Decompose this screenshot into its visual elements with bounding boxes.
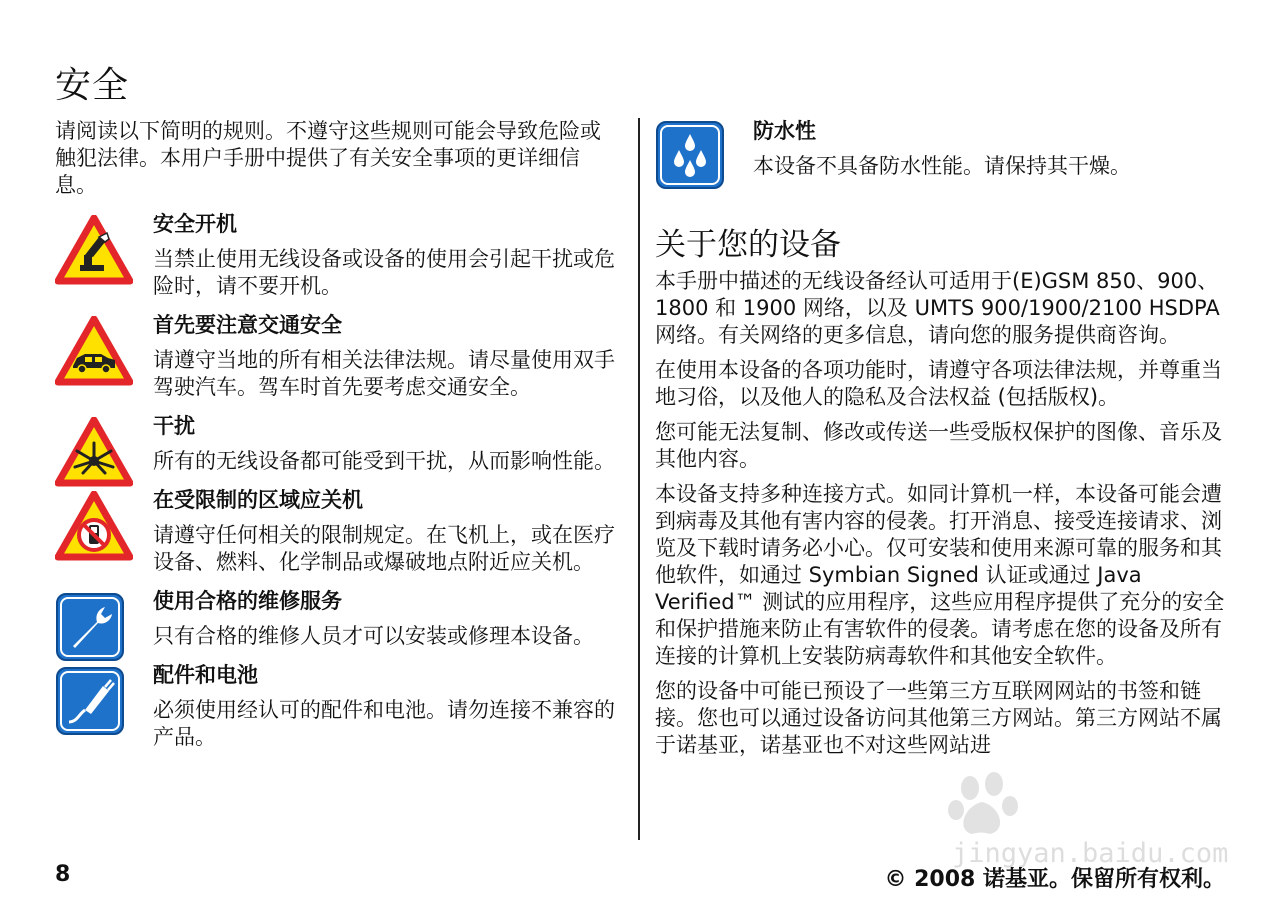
no-phone-prohibited-icon — [55, 491, 133, 561]
water-drops-icon — [655, 120, 725, 190]
item-body: 只有合格的维修人员才可以安装或修理本设备。 — [153, 624, 594, 648]
item-body: 当禁止使用无线设备或设备的使用会引起干扰或危险时，请不要开机。 — [153, 247, 615, 298]
wrench-service-icon — [55, 592, 133, 662]
paragraph-laws: 在使用本设备的各项功能时，请遵守各项法律法规，并尊重当地习俗，以及他人的隐私及合法权益 (包括版权)。 — [655, 358, 1222, 409]
item-heading: 使用合格的维修服务 — [153, 589, 342, 613]
page-number: 8 — [55, 862, 71, 887]
item-body: 请遵守当地的所有相关法律法规。请尽量使用双手驾驶汽车。驾车时首先要考虑交通安全。 — [153, 348, 615, 399]
item-heading: 干扰 — [153, 414, 195, 438]
item-heading: 安全开机 — [153, 212, 237, 236]
battery-enhancement-icon — [55, 666, 133, 736]
page-title: 安全 — [55, 65, 130, 106]
item-body: 所有的无线设备都可能受到干扰，从而影响性能。 — [153, 449, 615, 473]
safety-item-interference — [55, 413, 620, 475]
safety-item-water-resistance — [655, 118, 1227, 206]
safety-item-road-safety — [55, 312, 620, 401]
intro-paragraph: 请阅读以下简明的规则。不遵守这些规则可能会导致危险或触犯法律。本用户手册中提供了有关安全事项的更详细信息。 — [55, 119, 601, 197]
paragraph-connectivity: 本设备支持多种连接方式。如同计算机一样，本设备可能会遭到病毒及其他有害内容的侵袭。打开消息、接受连接请求、浏览及下载时请务必小心。仅可安装和使用来源可靠的服务和其他软件，如通过 Symbian Signed 认证或通过 Java Verified™ 测试的应用程序，这些应用程序提供了充分的安全和保护措施来防止有害软件的侵袭。请考虑在您的设备及所有连接的计算机上安装防病毒软件和其他安全软件。 — [655, 482, 1225, 668]
left-column — [55, 118, 620, 751]
safety-item-restricted-areas — [55, 487, 620, 576]
paragraph-networks: 本手册中描述的无线设备经认可适用于(E)GSM 850、900、1800 和 1900 网络，以及 UMTS 900/1900/2100 HSDPA 网络。有关网络的更多信息，请向您的服务提供商咨询。 — [655, 269, 1220, 347]
item-heading: 配件和电池 — [153, 663, 258, 687]
item-heading: 首先要注意交通安全 — [153, 313, 342, 337]
copyright-notice: © 2008 诺基亚。保留所有权利。 — [884, 867, 1225, 892]
column-divider — [638, 118, 640, 840]
safety-item-qualified-service — [55, 588, 620, 650]
safety-item-enhancements-batteries — [55, 662, 620, 751]
paragraph-third-party-sites: 您的设备中可能已预设了一些第三方互联网网站的书签和链接。您也可以通过设备访问其他第三方网站。第三方网站不属于诺基亚，诺基亚也不对这些网站进 — [655, 679, 1222, 757]
watermark-text: jingyan.baidu.com — [952, 838, 1229, 869]
item-heading: 在受限制的区域应关机 — [153, 488, 363, 512]
safety-item-switch-on — [55, 211, 620, 300]
item-heading: 防水性 — [753, 119, 816, 143]
paragraph-copyright-content: 您可能无法复制、修改或传送一些受版权保护的图像、音乐及其他内容。 — [655, 420, 1222, 471]
road-safety-car-warning-icon — [55, 316, 133, 386]
right-column — [655, 118, 1227, 759]
switch-on-safely-warning-icon — [55, 215, 133, 285]
item-body: 请遵守任何相关的限制规定。在飞机上，或在医疗设备、燃料、化学制品或爆破地点附近应关机。 — [153, 523, 615, 574]
section-title: 关于您的设备 — [655, 227, 841, 263]
item-body: 必须使用经认可的配件和电池。请勿连接不兼容的产品。 — [153, 698, 615, 749]
baidu-paw-logo-icon — [930, 770, 1240, 840]
item-body: 本设备不具备防水性能。请保持其干燥。 — [753, 154, 1131, 178]
interference-warning-icon — [55, 417, 133, 487]
